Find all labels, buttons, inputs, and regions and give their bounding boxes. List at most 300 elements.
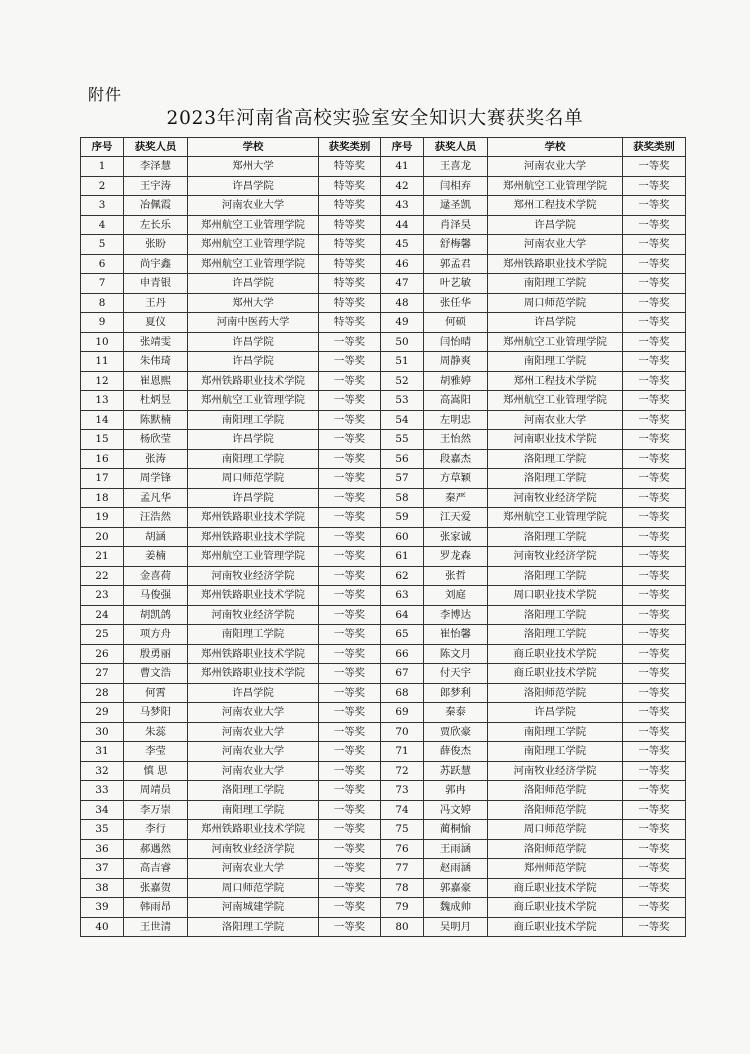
table-row (81, 391, 686, 411)
school-cell: 郑州铁路职业技术学院 (188, 820, 319, 840)
award-cell: 一等奖 (623, 508, 686, 528)
name-cell: 薛俊杰 (424, 742, 488, 762)
school-cell: 许昌学院 (488, 215, 623, 235)
table-row (81, 761, 686, 781)
name-cell: 何硕 (424, 313, 488, 333)
school-cell: 郑州航空工业管理学院 (488, 332, 623, 352)
table-row (81, 839, 686, 859)
name-cell: 李万崇 (124, 800, 188, 820)
table-row (81, 469, 686, 489)
index-cell: 18 (81, 488, 124, 508)
school-cell: 商丘职业技术学院 (488, 644, 623, 664)
school-cell: 许昌学院 (488, 313, 623, 333)
index-cell: 72 (381, 761, 424, 781)
name-cell: 申青银 (124, 274, 188, 294)
name-cell: 高吉睿 (124, 859, 188, 879)
school-cell: 河南牧业经济学院 (188, 605, 319, 625)
award-cell: 一等奖 (319, 547, 381, 567)
award-cell: 一等奖 (319, 449, 381, 469)
index-cell: 8 (81, 293, 124, 313)
award-cell: 一等奖 (319, 898, 381, 918)
index-cell: 47 (381, 274, 424, 294)
name-cell: 逯圣凯 (424, 196, 488, 216)
index-cell: 54 (381, 410, 424, 430)
school-cell: 河南牧业经济学院 (188, 566, 319, 586)
award-cell: 特等奖 (319, 157, 381, 177)
school-cell: 河南农业大学 (188, 742, 319, 762)
award-cell: 一等奖 (623, 352, 686, 372)
award-cell: 一等奖 (319, 391, 381, 411)
header-school-right: 学校 (488, 138, 623, 157)
index-cell: 38 (81, 878, 124, 898)
award-cell: 一等奖 (319, 722, 381, 742)
award-table (80, 137, 686, 937)
award-cell: 一等奖 (623, 703, 686, 723)
header-name-right: 获奖人员 (424, 138, 488, 157)
index-cell: 4 (81, 215, 124, 235)
name-cell: 曹文浩 (124, 664, 188, 684)
name-cell: 胡凯鸽 (124, 605, 188, 625)
school-cell: 洛阳师范学院 (488, 683, 623, 703)
index-cell: 46 (381, 254, 424, 274)
index-cell: 30 (81, 722, 124, 742)
award-cell: 一等奖 (623, 196, 686, 216)
index-cell: 68 (381, 683, 424, 703)
award-cell: 特等奖 (319, 274, 381, 294)
school-cell: 河南中医药大学 (188, 313, 319, 333)
award-cell: 一等奖 (319, 683, 381, 703)
name-cell: 付天宇 (424, 664, 488, 684)
school-cell: 河南牧业经济学院 (488, 488, 623, 508)
name-cell: 王雨涵 (424, 839, 488, 859)
name-cell: 郭冉 (424, 781, 488, 801)
document-title: 2023年河南省高校实验室安全知识大赛获奖名单 (166, 108, 584, 129)
index-cell: 24 (81, 605, 124, 625)
name-cell: 赵雨涵 (424, 859, 488, 879)
name-cell: 闫怡晴 (424, 332, 488, 352)
award-cell: 一等奖 (623, 820, 686, 840)
index-cell: 79 (381, 898, 424, 918)
school-cell: 郑州铁路职业技术学院 (188, 508, 319, 528)
school-cell: 洛阳理工学院 (188, 917, 319, 937)
name-cell: 朱伟琦 (124, 352, 188, 372)
award-cell: 一等奖 (623, 761, 686, 781)
name-cell: 冶佩霞 (124, 196, 188, 216)
name-cell: 李博达 (424, 605, 488, 625)
school-cell: 商丘职业技术学院 (488, 898, 623, 918)
school-cell: 河南农业大学 (188, 722, 319, 742)
attachment-label: 附件 (88, 85, 123, 104)
name-cell: 李莹 (124, 742, 188, 762)
table-row (81, 917, 686, 937)
table-row (81, 605, 686, 625)
index-cell: 66 (381, 644, 424, 664)
name-cell: 金喜荷 (124, 566, 188, 586)
table-row (81, 878, 686, 898)
name-cell: 马俊强 (124, 586, 188, 606)
table-row (81, 586, 686, 606)
award-cell: 一等奖 (319, 781, 381, 801)
name-cell: 王宇涛 (124, 176, 188, 196)
table-row (81, 371, 686, 391)
name-cell: 刘庭 (424, 586, 488, 606)
name-cell: 王喜龙 (424, 157, 488, 177)
table-header-row (81, 138, 686, 157)
award-cell: 一等奖 (623, 274, 686, 294)
award-cell: 一等奖 (623, 547, 686, 567)
award-cell: 一等奖 (623, 917, 686, 937)
name-cell: 高嵩阳 (424, 391, 488, 411)
name-cell: 肖泽昊 (424, 215, 488, 235)
index-cell: 35 (81, 820, 124, 840)
award-cell: 一等奖 (623, 878, 686, 898)
table-row (81, 488, 686, 508)
award-cell: 一等奖 (623, 371, 686, 391)
index-cell: 37 (81, 859, 124, 879)
name-cell: 何霄 (124, 683, 188, 703)
name-cell: 吴明月 (424, 917, 488, 937)
award-cell: 一等奖 (319, 332, 381, 352)
index-cell: 74 (381, 800, 424, 820)
school-cell: 郑州航空工业管理学院 (188, 235, 319, 255)
index-cell: 51 (381, 352, 424, 372)
award-cell: 一等奖 (623, 410, 686, 430)
index-cell: 76 (381, 839, 424, 859)
award-cell: 一等奖 (319, 800, 381, 820)
table-row (81, 332, 686, 352)
school-cell: 郑州工程技术学院 (488, 371, 623, 391)
name-cell: 周静爽 (424, 352, 488, 372)
index-cell: 27 (81, 664, 124, 684)
index-cell: 61 (381, 547, 424, 567)
award-cell: 一等奖 (623, 527, 686, 547)
name-cell: 孟凡华 (124, 488, 188, 508)
index-cell: 25 (81, 625, 124, 645)
award-cell: 特等奖 (319, 176, 381, 196)
table-row (81, 430, 686, 450)
index-cell: 23 (81, 586, 124, 606)
table-row (81, 410, 686, 430)
school-cell: 洛阳师范学院 (488, 800, 623, 820)
header-school-left: 学校 (188, 138, 319, 157)
school-cell: 郑州航空工业管理学院 (488, 391, 623, 411)
index-cell: 50 (381, 332, 424, 352)
school-cell: 许昌学院 (188, 274, 319, 294)
name-cell: 夏仪 (124, 313, 188, 333)
award-cell: 一等奖 (623, 625, 686, 645)
school-cell: 河南农业大学 (488, 235, 623, 255)
index-cell: 11 (81, 352, 124, 372)
index-cell: 53 (381, 391, 424, 411)
index-cell: 14 (81, 410, 124, 430)
index-cell: 16 (81, 449, 124, 469)
header-award-right: 获奖类别 (623, 138, 686, 157)
index-cell: 78 (381, 878, 424, 898)
index-cell: 28 (81, 683, 124, 703)
index-cell: 9 (81, 313, 124, 333)
school-cell: 郑州工程技术学院 (488, 196, 623, 216)
name-cell: 罗龙森 (424, 547, 488, 567)
index-cell: 57 (381, 469, 424, 489)
award-cell: 一等奖 (623, 391, 686, 411)
index-cell: 6 (81, 254, 124, 274)
award-cell: 一等奖 (623, 488, 686, 508)
header-name-left: 获奖人员 (124, 138, 188, 157)
name-cell: 秦严 (424, 488, 488, 508)
award-cell: 一等奖 (623, 839, 686, 859)
school-cell: 河南牧业经济学院 (488, 761, 623, 781)
index-cell: 65 (381, 625, 424, 645)
name-cell: 郭孟君 (424, 254, 488, 274)
name-cell: 张靖雯 (124, 332, 188, 352)
name-cell: 张任华 (424, 293, 488, 313)
name-cell: 陈默楠 (124, 410, 188, 430)
index-cell: 36 (81, 839, 124, 859)
award-cell: 一等奖 (319, 859, 381, 879)
table-row (81, 508, 686, 528)
award-cell: 一等奖 (319, 742, 381, 762)
name-cell: 江天爱 (424, 508, 488, 528)
school-cell: 河南农业大学 (488, 157, 623, 177)
table-row (81, 352, 686, 372)
school-cell: 南阳理工学院 (488, 722, 623, 742)
school-cell: 洛阳师范学院 (488, 839, 623, 859)
school-cell: 许昌学院 (188, 332, 319, 352)
school-cell: 郑州大学 (188, 293, 319, 313)
award-cell: 一等奖 (623, 157, 686, 177)
name-cell: 李行 (124, 820, 188, 840)
school-cell: 商丘职业技术学院 (488, 878, 623, 898)
award-cell: 一等奖 (319, 625, 381, 645)
name-cell: 王丹 (124, 293, 188, 313)
school-cell: 郑州航空工业管理学院 (188, 254, 319, 274)
table-row (81, 644, 686, 664)
table-row (81, 898, 686, 918)
school-cell: 洛阳理工学院 (488, 469, 623, 489)
index-cell: 55 (381, 430, 424, 450)
name-cell: 朱蕊 (124, 722, 188, 742)
table-row (81, 196, 686, 216)
table-row (81, 313, 686, 333)
index-cell: 39 (81, 898, 124, 918)
school-cell: 南阳理工学院 (488, 742, 623, 762)
name-cell: 苏跃慧 (424, 761, 488, 781)
name-cell: 殷勇丽 (124, 644, 188, 664)
school-cell: 商丘职业技术学院 (488, 917, 623, 937)
award-cell: 一等奖 (319, 430, 381, 450)
name-cell: 秦泰 (424, 703, 488, 723)
index-cell: 60 (381, 527, 424, 547)
school-cell: 河南职业技术学院 (488, 430, 623, 450)
index-cell: 31 (81, 742, 124, 762)
award-cell: 一等奖 (623, 293, 686, 313)
table-row (81, 274, 686, 294)
award-cell: 一等奖 (319, 371, 381, 391)
name-cell: 张哲 (424, 566, 488, 586)
name-cell: 郎梦利 (424, 683, 488, 703)
name-cell: 张嘉贺 (124, 878, 188, 898)
award-cell: 一等奖 (623, 781, 686, 801)
name-cell: 马梦阳 (124, 703, 188, 723)
award-cell: 特等奖 (319, 313, 381, 333)
index-cell: 2 (81, 176, 124, 196)
index-cell: 15 (81, 430, 124, 450)
school-cell: 周口师范学院 (488, 293, 623, 313)
index-cell: 63 (381, 586, 424, 606)
school-cell: 南阳理工学院 (188, 625, 319, 645)
index-cell: 44 (381, 215, 424, 235)
award-cell: 一等奖 (319, 488, 381, 508)
table-row (81, 800, 686, 820)
school-cell: 许昌学院 (188, 683, 319, 703)
school-cell: 郑州航空工业管理学院 (188, 547, 319, 567)
name-cell: 陈文月 (424, 644, 488, 664)
award-cell: 一等奖 (623, 235, 686, 255)
name-cell: 魏成帅 (424, 898, 488, 918)
school-cell: 许昌学院 (188, 430, 319, 450)
index-cell: 29 (81, 703, 124, 723)
school-cell: 洛阳理工学院 (488, 605, 623, 625)
school-cell: 商丘职业技术学院 (488, 664, 623, 684)
award-cell: 一等奖 (623, 430, 686, 450)
name-cell: 贾欣豪 (424, 722, 488, 742)
award-cell: 一等奖 (623, 586, 686, 606)
index-cell: 75 (381, 820, 424, 840)
name-cell: 方草颖 (424, 469, 488, 489)
table-row (81, 293, 686, 313)
index-cell: 48 (381, 293, 424, 313)
header-award-left: 获奖类别 (319, 138, 381, 157)
name-cell: 左长乐 (124, 215, 188, 235)
header-index-left: 序号 (81, 138, 124, 157)
school-cell: 河南农业大学 (188, 703, 319, 723)
index-cell: 73 (381, 781, 424, 801)
name-cell: 胡雅婷 (424, 371, 488, 391)
award-cell: 特等奖 (319, 254, 381, 274)
school-cell: 河南牧业经济学院 (488, 547, 623, 567)
index-cell: 80 (381, 917, 424, 937)
name-cell: 杨欣莹 (124, 430, 188, 450)
award-cell: 特等奖 (319, 215, 381, 235)
school-cell: 郑州铁路职业技术学院 (188, 586, 319, 606)
award-cell: 一等奖 (623, 800, 686, 820)
name-cell: 郝遇然 (124, 839, 188, 859)
table-row (81, 742, 686, 762)
table-row (81, 859, 686, 879)
school-cell: 南阳理工学院 (188, 800, 319, 820)
award-cell: 一等奖 (319, 352, 381, 372)
table-row (81, 449, 686, 469)
index-cell: 49 (381, 313, 424, 333)
award-cell: 一等奖 (319, 878, 381, 898)
school-cell: 郑州铁路职业技术学院 (188, 527, 319, 547)
index-cell: 20 (81, 527, 124, 547)
index-cell: 42 (381, 176, 424, 196)
school-cell: 郑州铁路职业技术学院 (188, 371, 319, 391)
school-cell: 洛阳理工学院 (188, 781, 319, 801)
index-cell: 56 (381, 449, 424, 469)
award-cell: 特等奖 (319, 196, 381, 216)
index-cell: 59 (381, 508, 424, 528)
school-cell: 郑州大学 (188, 157, 319, 177)
school-cell: 郑州航空工业管理学院 (488, 508, 623, 528)
name-cell: 张涛 (124, 449, 188, 469)
award-cell: 一等奖 (623, 644, 686, 664)
school-cell: 郑州航空工业管理学院 (488, 176, 623, 196)
index-cell: 3 (81, 196, 124, 216)
school-cell: 南阳理工学院 (188, 449, 319, 469)
school-cell: 河南农业大学 (188, 859, 319, 879)
award-cell: 一等奖 (319, 839, 381, 859)
index-cell: 70 (381, 722, 424, 742)
school-cell: 南阳理工学院 (488, 352, 623, 372)
award-cell: 一等奖 (319, 605, 381, 625)
award-cell: 一等奖 (623, 664, 686, 684)
school-cell: 周口师范学院 (188, 469, 319, 489)
school-cell: 河南农业大学 (188, 196, 319, 216)
name-cell: 尚宇鑫 (124, 254, 188, 274)
table-row (81, 176, 686, 196)
award-cell: 一等奖 (623, 898, 686, 918)
index-cell: 26 (81, 644, 124, 664)
school-cell: 周口职业技术学院 (488, 586, 623, 606)
name-cell: 左明忠 (424, 410, 488, 430)
award-cell: 一等奖 (623, 605, 686, 625)
table-row (81, 664, 686, 684)
table-row (81, 157, 686, 177)
table-row (81, 625, 686, 645)
school-cell: 许昌学院 (488, 703, 623, 723)
award-cell: 一等奖 (623, 449, 686, 469)
school-cell: 周口师范学院 (488, 820, 623, 840)
name-cell: 王怡然 (424, 430, 488, 450)
name-cell: 段嘉杰 (424, 449, 488, 469)
name-cell: 张家诚 (424, 527, 488, 547)
school-cell: 河南城建学院 (188, 898, 319, 918)
name-cell: 张盼 (124, 235, 188, 255)
name-cell: 叶艺敏 (424, 274, 488, 294)
award-cell: 一等奖 (319, 664, 381, 684)
school-cell: 南阳理工学院 (188, 410, 319, 430)
table-row (81, 781, 686, 801)
index-cell: 52 (381, 371, 424, 391)
award-cell: 一等奖 (623, 254, 686, 274)
school-cell: 许昌学院 (188, 488, 319, 508)
name-cell: 崔怡馨 (424, 625, 488, 645)
award-cell: 一等奖 (319, 917, 381, 937)
award-cell: 一等奖 (319, 508, 381, 528)
index-cell: 22 (81, 566, 124, 586)
index-cell: 1 (81, 157, 124, 177)
award-cell: 一等奖 (623, 859, 686, 879)
award-cell: 一等奖 (319, 644, 381, 664)
table-body (81, 157, 686, 937)
award-cell: 一等奖 (319, 820, 381, 840)
school-cell: 许昌学院 (188, 352, 319, 372)
index-cell: 62 (381, 566, 424, 586)
name-cell: 蔺桐愉 (424, 820, 488, 840)
table-row (81, 566, 686, 586)
index-cell: 34 (81, 800, 124, 820)
name-cell: 杜炳昱 (124, 391, 188, 411)
award-cell: 一等奖 (623, 332, 686, 352)
school-cell: 洛阳理工学院 (488, 625, 623, 645)
name-cell: 李泽慧 (124, 157, 188, 177)
table-row (81, 254, 686, 274)
school-cell: 河南农业大学 (488, 410, 623, 430)
table-row (81, 703, 686, 723)
name-cell: 周靖员 (124, 781, 188, 801)
